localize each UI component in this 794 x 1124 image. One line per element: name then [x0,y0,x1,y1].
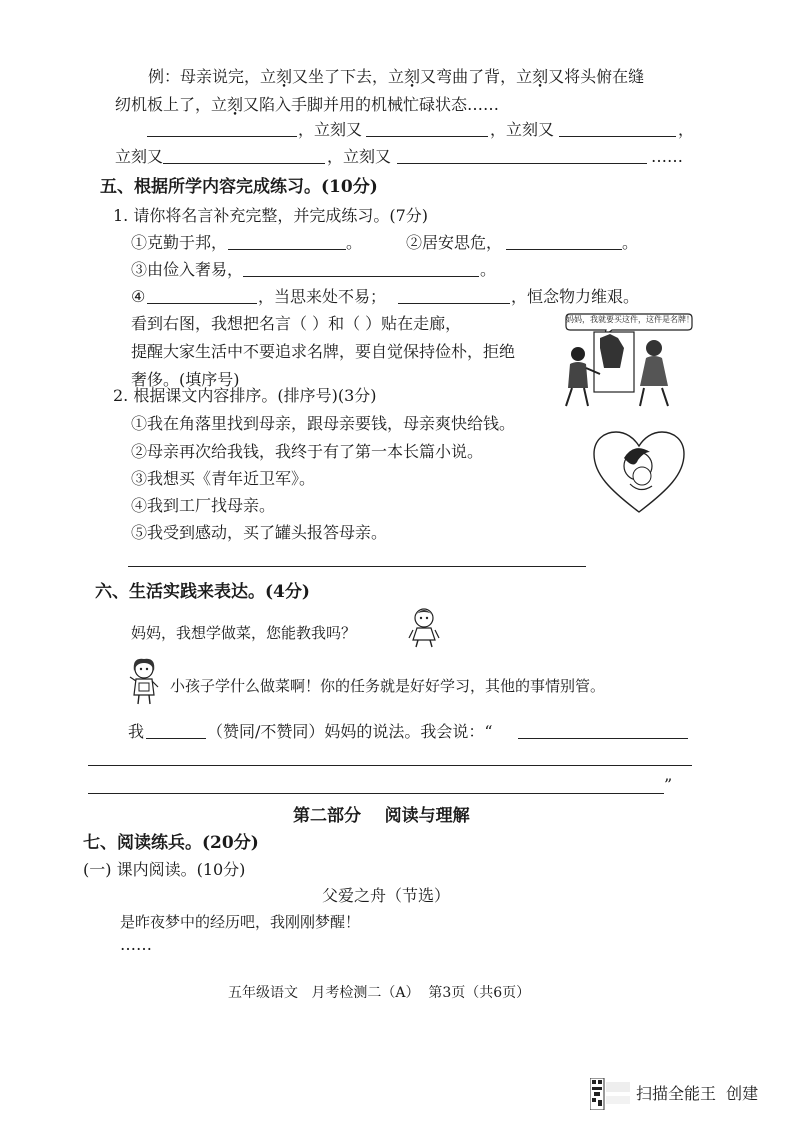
maxim-4-mid: ，当思来处不易； [258,287,387,306]
paragraph-line-2: 提醒大家生活中不要追求名牌，要自觉保持俭朴，拒绝 [131,342,516,361]
blank-line[interactable] [146,738,206,739]
page-footer: 五年级语文 月考检测二（A） 第3页（共6页） [228,985,531,1001]
fill-text: ，立刻又 [490,120,555,139]
maxim-4-end: ，恒念物力维艰。 [511,287,640,306]
maxim-3: ③由俭入奢易， [131,260,244,279]
emphasis-lk: 立刻又 [260,67,309,86]
section5-q2-title: 2. 根据课文内容排序。(排序号)(3分) [113,386,377,405]
maxim-2: ②居安思危， [406,233,503,252]
answer-prefix: 我 [128,722,145,741]
passage-ellipsis: …… [120,935,152,954]
blank-line[interactable] [559,136,676,137]
part2-title: 第二部分 阅读与理解 [293,806,470,826]
section6-title: 六、生活实践来表达。(4分) [95,582,310,602]
blank-line[interactable] [397,163,647,164]
example-line-2 [115,95,499,115]
blank-line[interactable] [506,249,622,250]
paragraph-line-3: 奢侈。(填序号) [131,370,240,389]
close-quote: ” [664,775,673,794]
child-cartoon-icon [405,606,443,648]
passage-line: 是昨夜梦中的经历吧，我刚刚梦醒！ [120,913,361,931]
answer-line[interactable] [128,566,586,567]
blank-line[interactable] [163,163,325,164]
paragraph-line-1: 看到右图，我想把名言（ ）和（ ）贴在走廊， [131,314,462,333]
fill-text: 立刻又 [115,147,164,166]
section5-q1-title: 1. 请你将名言补充完整，并完成练习。(7分) [113,206,429,225]
blank-line[interactable] [243,276,479,277]
emphasis-lk: 立刻又 [388,67,437,86]
fill-text: ，立刻又 [327,147,392,166]
watermark-text: 扫描全能王 创建 [636,1084,759,1103]
blank-line[interactable] [147,303,257,304]
example-text: 弯曲了背， [436,67,517,86]
section5-title: 五、根据所学内容完成练习。(10分) [100,177,378,197]
fill-text: …… [651,147,683,166]
example-text: 陷入手脚并用的机械忙碌状态…… [259,95,500,114]
subsection-title: (一) 课内阅读。(10分) [83,860,246,879]
mother-speech: 小孩子学什么做菜啊！你的任务就是好好学习，其他的事情别管。 [170,677,606,695]
blank-line[interactable] [398,303,510,304]
qr-code-icon [590,1078,632,1110]
blank-line[interactable] [366,136,488,137]
emphasis-lk: 立刻又 [516,67,565,86]
maxim-3-end: 。 [480,260,497,279]
order-item: ③我想买《青年近卫军》。 [131,469,316,488]
passage-title: 父爱之舟（节选） [322,886,451,905]
maxim-1-end: 。 [346,233,363,252]
cartoon-caption: 妈妈，我就要买这件，这件是名牌！ [566,315,694,324]
section7-title: 七、阅读练兵。(20分) [83,833,259,853]
fill-text: ，立刻又 [298,120,363,139]
mother-cartoon-icon [126,657,162,705]
example-text: 坐了下去， [308,67,389,86]
example-line-1 [148,67,644,87]
maxim-1: ①克勤于邦， [131,233,228,252]
order-item: ⑤我受到感动，买了罐头报答母亲。 [131,523,388,542]
maxim-2-end: 。 [622,233,639,252]
blank-line[interactable] [228,249,346,250]
blank-line[interactable] [147,136,297,137]
heart-mother-image [590,428,688,516]
maxim-4-start: ④ [131,287,146,306]
example-text: 例：母亲说完， [148,67,261,86]
fill-text: ， [678,120,695,139]
example-text: 将头俯在缝 [564,67,645,86]
order-item: ②母亲再次给我钱，我终于有了第一本长篇小说。 [131,442,484,461]
answer-line[interactable] [88,793,664,794]
answer-text: （赞同/不赞同）妈妈的说法。我会说：“ [207,722,493,741]
emphasis-lk: 立刻又 [211,95,260,114]
answer-line[interactable] [518,738,688,739]
example-text: 纫机板上了， [115,95,212,114]
shopping-cartoon-image [552,310,694,410]
order-item: ④我到工厂找母亲。 [131,496,276,515]
answer-line[interactable] [88,765,692,766]
order-item: ①我在角落里找到母亲，跟母亲要钱，母亲爽快给钱。 [131,414,516,433]
child-speech: 妈妈，我想学做菜，您能教我吗？ [131,624,357,642]
